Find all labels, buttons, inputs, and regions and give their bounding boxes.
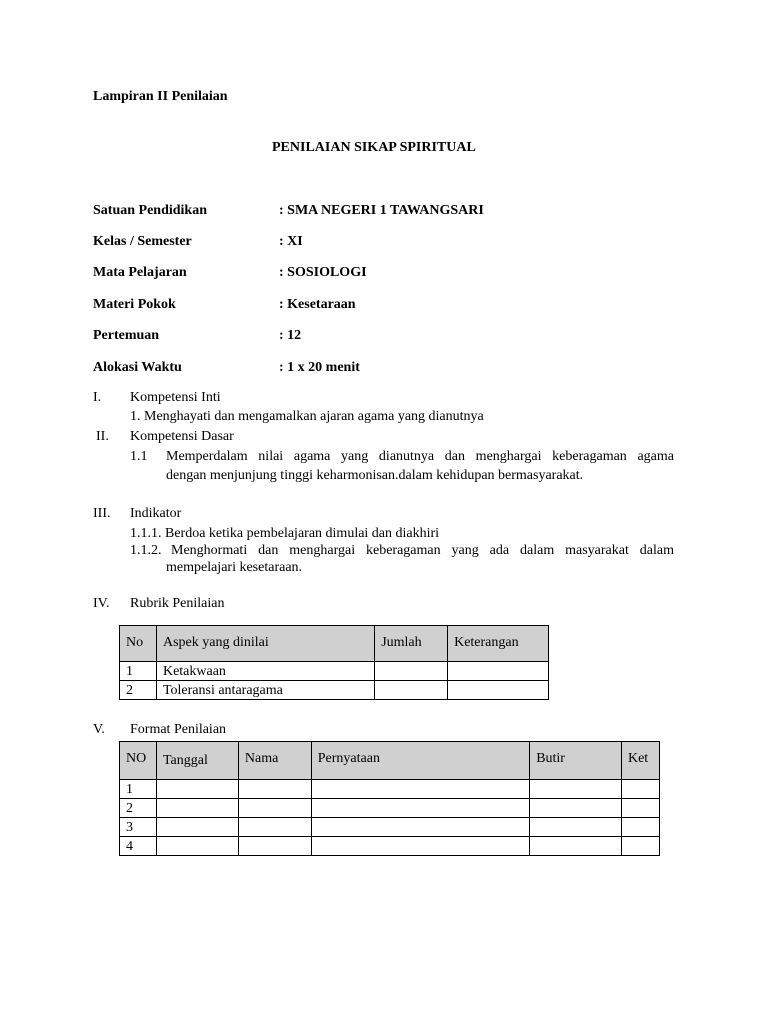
column-header: Keterangan: [448, 626, 549, 662]
table-cell: 2: [120, 681, 157, 700]
identity-value: : SOSIOLOGI: [279, 265, 367, 280]
column-header: No: [120, 626, 157, 662]
table-cell: [156, 799, 238, 818]
identity-label: Mata Pelajaran: [93, 265, 187, 280]
table-cell: [156, 818, 238, 837]
table-row: [120, 818, 660, 837]
table-cell: Ketakwaan: [156, 662, 374, 681]
table-cell: 2: [120, 799, 157, 818]
table-cell: 1: [120, 662, 157, 681]
table-cell: [530, 780, 622, 799]
table-cell: [311, 799, 529, 818]
section-item-text: mempelajari kesetaraan.: [166, 560, 303, 575]
column-header: Tanggal: [156, 742, 238, 780]
table-cell: [621, 818, 659, 837]
table-row: [120, 837, 660, 856]
section-title: Rubrik Penilaian: [130, 596, 225, 611]
table-cell: [311, 837, 529, 856]
table-cell: [238, 837, 311, 856]
column-header: Ket: [621, 742, 659, 780]
section-item-text: Memperdalam nilai agama yang dianutnya dan menghargai keberagaman agama: [166, 449, 674, 464]
column-header: Jumlah: [375, 626, 448, 662]
table-cell: [530, 818, 622, 837]
identity-label: Pertemuan: [93, 328, 160, 343]
table-cell: [311, 818, 529, 837]
column-header: Butir: [530, 742, 622, 780]
table-cell: [530, 837, 622, 856]
table-cell: 3: [120, 818, 157, 837]
section-number: II.: [96, 429, 109, 444]
section-item-text: Menghormati dan menghargai keberagaman yang ada dalam masyarakat dalam: [171, 543, 674, 558]
table-cell: [448, 662, 549, 681]
table-row: [120, 681, 549, 700]
section-title: Indikator: [130, 506, 182, 521]
identity-value: : XI: [279, 234, 303, 249]
table-cell: [621, 837, 659, 856]
section-item-number: 1.1.2.: [130, 543, 162, 558]
section-item: 1.1.1. Berdoa ketika pembelajaran dimulai dan diakhiri: [130, 526, 440, 541]
table-cell: 1: [120, 780, 157, 799]
table-row: [120, 780, 660, 799]
identity-label: Materi Pokok: [93, 297, 176, 312]
section-item: 1. Menghayati dan mengamalkan ajaran agama yang dianutnya: [130, 409, 484, 424]
table-cell: [375, 681, 448, 700]
table-header-row: [120, 742, 660, 780]
section-title: Format Penilaian: [130, 722, 227, 737]
column-header: Aspek yang dinilai: [156, 626, 374, 662]
table-cell: [530, 799, 622, 818]
identity-label: Alokasi Waktu: [93, 360, 182, 375]
section-item-number: 1.1: [130, 449, 148, 464]
table-cell: [375, 662, 448, 681]
format-table: [119, 741, 660, 856]
table-row: [120, 662, 549, 681]
section-item-text: dengan menjunjung tinggi keharmonisan.dalam kehidupan bermasyarakat.: [166, 468, 584, 483]
identity-value: : 12: [279, 328, 302, 343]
identity-value: : Kesetaraan: [279, 297, 356, 312]
table-cell: [156, 837, 238, 856]
table-cell: [156, 780, 238, 799]
column-header: Nama: [238, 742, 311, 780]
identity-value: : SMA NEGERI 1 TAWANGSARI: [279, 203, 484, 218]
section-number: IV.: [93, 596, 110, 611]
table-cell: [621, 780, 659, 799]
table-cell: [238, 818, 311, 837]
column-header: NO: [120, 742, 157, 780]
section-title: Kompetensi Dasar: [130, 429, 234, 444]
column-header: Pernyataan: [311, 742, 529, 780]
section-title: Kompetensi Inti: [130, 390, 221, 405]
table-cell: [238, 799, 311, 818]
table-header-row: [120, 626, 549, 662]
rubrik-table: [119, 625, 549, 700]
section-number: III.: [93, 506, 111, 521]
section-number: V.: [93, 722, 105, 737]
page-title: PENILAIAN SIKAP SPIRITUAL: [272, 140, 476, 155]
identity-value: : 1 x 20 menit: [279, 360, 360, 375]
table-cell: [238, 780, 311, 799]
identity-label: Satuan Pendidikan: [93, 203, 207, 218]
appendix-title: Lampiran II Penilaian: [93, 89, 228, 104]
table-cell: [621, 799, 659, 818]
table-cell: 4: [120, 837, 157, 856]
table-cell: [311, 780, 529, 799]
identity-label: Kelas / Semester: [93, 234, 192, 249]
section-number: I.: [93, 390, 102, 405]
table-row: [120, 799, 660, 818]
table-cell: Toleransi antaragama: [156, 681, 374, 700]
table-cell: [448, 681, 549, 700]
